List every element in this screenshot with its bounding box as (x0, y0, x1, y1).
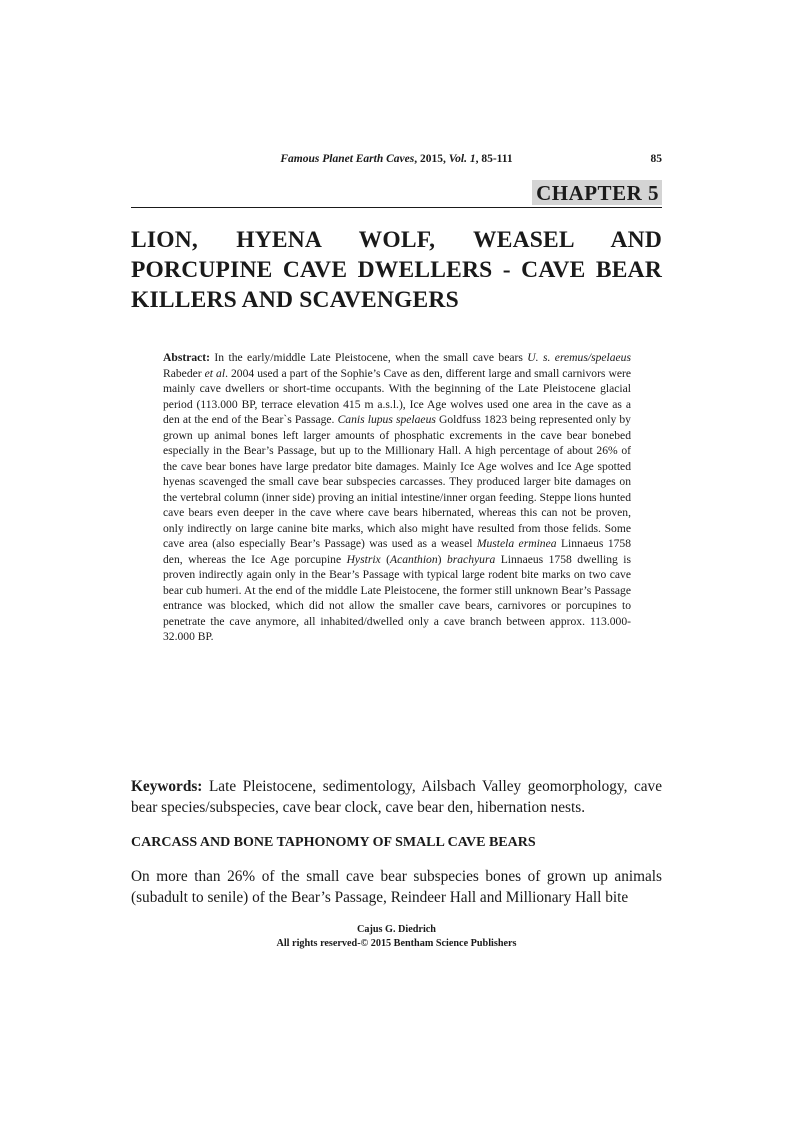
chapter-label: CHAPTER 5 (532, 180, 662, 205)
keywords-label: Keywords: (131, 778, 203, 795)
body-paragraph: On more than 26% of the small cave bear subspecies bones of grown up animals (subadult to senile) of the Bear’s Passage, Reindeer Hall and Millionary Hall bite (131, 868, 662, 906)
abstract-text-run: Linnaeus 1758 dwelling is proven indirectly again only in the Bear’s Passage with typical large rodent bite marks on two cave bear cub humeri. At the end of the middle Late Pleistocene, the former still unknown Bear’s Passage entrance was blocked, which did not allow the smaller cave bears, carnivores or porcupines to penetrate the cave anymore, all inhabited/dwelled only a cave branch between approx. 113.000-32.000 BP. (163, 552, 631, 643)
abstract-text-run: Rabeder (163, 366, 205, 380)
abstract (163, 350, 631, 645)
journal-year: , 2015, (414, 153, 449, 165)
footer-copyright: All rights reserved-© 2015 Bentham Science Publishers (276, 938, 517, 949)
journal-pages: , 85-111 (475, 153, 513, 165)
abstract-italic-term: Canis lupus spelaeus (337, 413, 436, 426)
abstract-italic-term: Hystrix (346, 552, 381, 566)
abstract-text-run: Linnaeus 1758 den, whereas the Ice Age porcupine (163, 537, 632, 566)
journal-citation (131, 153, 662, 165)
abstract-text-run: In the early/middle Late Pleistocene, when the small cave bears (210, 351, 528, 364)
title-divider (131, 207, 662, 208)
abstract-label: Abstract: (163, 351, 211, 364)
abstract-text-run: ( (380, 552, 390, 566)
keywords-text: Late Pleistocene, sedimentology, Ailsbach Valley geomorphology, cave bear species/subspecies, cave bear clock, cave bear den, hibernation nests. (131, 778, 662, 816)
section-heading: CARCASS AND BONE TAPHONOMY OF SMALL CAVE BEARS (131, 835, 536, 850)
abstract-italic-term: Mustela erminea (476, 537, 557, 550)
abstract-italic-term: brachyura (446, 552, 496, 566)
chapter-title: LION, HYENA WOLF, WEASEL AND PORCUPINE CAVE DWELLERS - CAVE BEAR KILLERS AND SCAVENGERS (131, 227, 662, 313)
abstract-italic-term: U. s. eremus/spelaeus (527, 351, 631, 364)
keywords (131, 776, 662, 818)
journal-volume: Vol. 1 (448, 153, 476, 165)
journal-name: Famous Planet Earth Caves (280, 153, 415, 165)
running-header (131, 153, 662, 169)
abstract-text-run: ) (437, 552, 447, 566)
abstract-italic-term: Acanthion (390, 552, 438, 566)
abstract-text-run: Goldfuss 1823 being represented only by grown up animal bones left larger amounts of phosphatic excrements in the cave bear bonebed especially in the Bear’s Passage, but up to the Millionary Hall. A high percentage of about 26% of the cave bear bones have large predator bite damages. Mainly Ice Age wolves and Ice Age spotted hyenas scavenged the small cave bear subspecies carcasses. They produced larger bite damages on the vertebral column (inner side) proving an initial intestine/inner organ feeding. Steppe lions hunted cave bears even deeper in the cave where cave bears hibernated, whereas this can not be proven, only indirectly on large canine bite marks, which also might have resulted from those felids. Some cave area (also especially Bear’s Passage) was used as a weasel (163, 413, 631, 550)
page-number: 85 (650, 153, 662, 165)
abstract-italic-term: et al (204, 366, 226, 380)
page-footer (131, 923, 662, 951)
abstract-body (163, 351, 631, 643)
abstract-text-run: . 2004 used a part of the Sophie’s Cave as den, different large and small carnivors were mainly cave dwellers or short-time occupants. With the beginning of the Late Pleistocene glacial period (113.000 BP, terrace elevation 415 m a.s.l.), Ice Age wolves used one area in the cave as a den at the end of the Bear`s Passage. (163, 366, 631, 426)
footer-author: Cajus G. Diedrich (357, 924, 436, 935)
